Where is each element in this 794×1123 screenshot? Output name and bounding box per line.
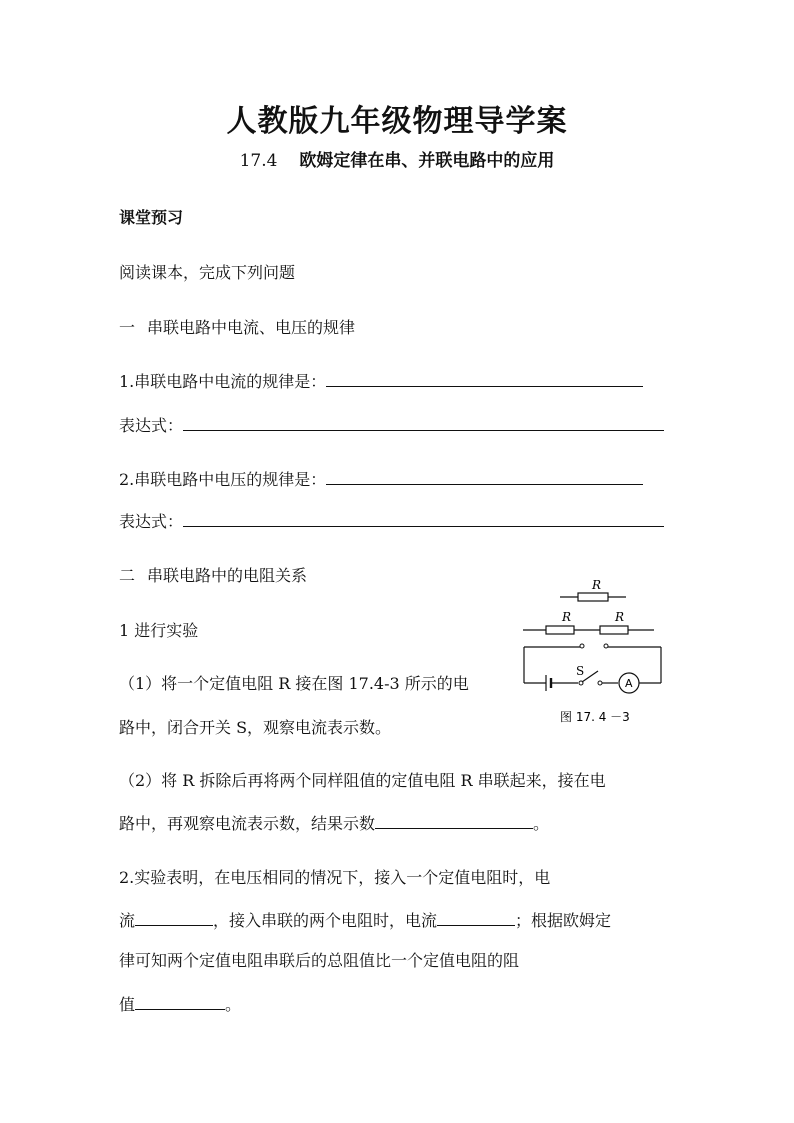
step-2-text: 路中，再观察电流表示数，结果示数 [119,814,376,833]
resistor-right-label: R [615,610,625,624]
section-heading [0,146,794,171]
answer-line-1-expr[interactable] [183,416,664,431]
step-2-line-2 [119,811,549,834]
question-1-expression [119,413,664,436]
resistor-left-label: R [562,610,572,624]
question-2-expression [119,509,664,532]
resistor-right [600,626,628,634]
blank-result[interactable] [375,814,533,829]
step-2-line-1: （2）将 R 拆除后再将两个同样阻值的定值电阻 R 串联起来，接在电 [119,771,606,790]
answer-line-2[interactable] [326,470,643,485]
part1-number: 一 [119,318,136,337]
conclusion-text-d: 值 [119,995,136,1014]
preview-heading: 课堂预习 [119,208,184,227]
figure-caption: 图 17. 4 －3 [560,710,630,724]
conclusion-line-4 [119,992,241,1015]
part2-number: 二 [119,566,136,585]
conclusion-line-3: 律可知两个定值电阻串联后的总阻值比一个定值电阻的阻 [119,951,520,970]
conclusion-text-b: ，接入串联的两个电阻时，电流 [213,911,438,930]
answer-line-1[interactable] [326,372,643,387]
conclusion-period: 。 [225,995,242,1014]
section-title: 欧姆定律在串、并联电路中的应用 [299,151,555,171]
resistor-top [578,593,608,601]
part1-heading [119,315,355,338]
blank-resistance[interactable] [135,995,225,1010]
circuit-diagram [520,575,665,730]
resistor-left [546,626,574,634]
conclusion-text-c: ；根据欧姆定 [515,911,612,930]
question-1 [119,369,643,392]
question-2-expr-label: 表达式： [119,512,184,531]
answer-line-2-expr[interactable] [183,512,664,527]
switch-label: S [576,664,585,678]
question-1-expr-label: 表达式： [119,416,184,435]
resistor-top-label: R [592,578,602,592]
step-1-line-1: （1）将一个定值电阻 R 接在图 17.4-3 所示的电 [119,674,469,693]
blank-current-2[interactable] [437,911,515,926]
switch-lever [582,671,598,682]
preview-intro: 阅读课本，完成下列问题 [119,263,296,282]
question-2-text: 2.串联电路中电压的规律是： [119,470,327,489]
part2-title: 串联电路中的电阻关系 [147,566,308,585]
page-title: 人教版九年级物理导学案 [226,104,568,139]
part2-heading [119,563,307,586]
question-2 [119,467,643,490]
conclusion-line-2 [119,908,611,931]
experiment-title: 1 进行实验 [119,621,199,640]
step-1-line-2: 路中，闭合开关 S，观察电流表示数。 [119,718,392,737]
circuit-figure [520,575,665,730]
conclusion-text-a: 流 [119,911,136,930]
blank-current-1[interactable] [135,911,213,926]
step-2-period: 。 [533,814,550,833]
section-number: 17.4 [239,151,278,171]
conclusion-line-1: 2.实验表明，在电压相同的情况下，接入一个定值电阻时，电 [119,868,551,887]
question-1-text: 1.串联电路中电流的规律是： [119,372,327,391]
ammeter-label: A [625,677,633,690]
part1-title: 串联电路中电流、电压的规律 [147,318,356,337]
